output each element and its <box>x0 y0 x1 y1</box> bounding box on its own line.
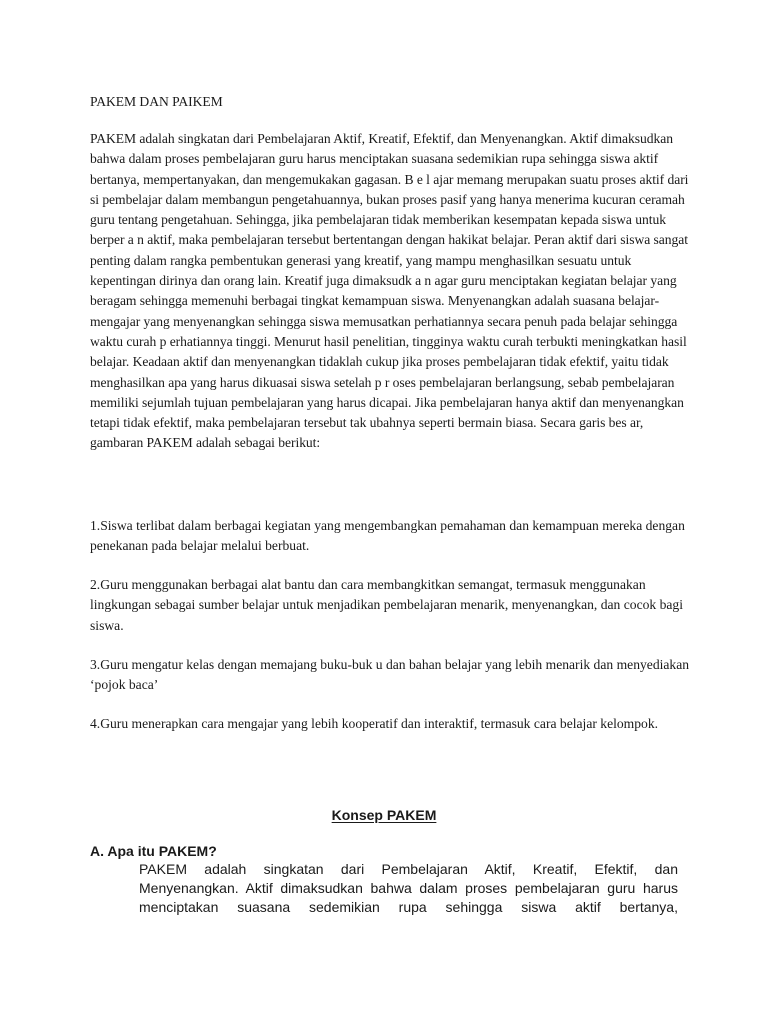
section-heading-text: Konsep PAKEM <box>331 807 437 823</box>
main-paragraph: PAKEM adalah singkatan dari Pembelajaran Aktif, Kreatif, Efektif, dan Menyenangkan. Aktif dimaksudkan bahwa dalam proses pembelajaran guru harus menciptakan suasana sedemikian rupa sehingga siswa aktif bertanya, mempertanyakan, dan mengemukakan gagasan. B e l ajar memang merupakan suatu proses aktif dari si pembelajar dalam membangun pengetahuannya, bukan proses pasif yang hanya menerima kucuran ceramah guru tentang pengetahuan. Sehingga, jika pembelajaran tidak memberikan kesempatan kepada siswa untuk berper a n aktif, maka pembelajaran tersebut bertentangan dengan hakikat belajar. Peran aktif dari siswa sangat penting dalam rangka pembentukan generasi yang kreatif, yang mampu menghasilkan sesuatu untuk kepentingan dirinya dan orang lain. Kreatif juga dimaksudk a n agar guru menciptakan kegiatan belajar yang beragam sehingga memenuhi berbagai tingkat kemampuan siswa. Menyenangkan adalah suasana belajar-mengajar yang menyenangkan sehingga siswa memusatkan perhatiannya secara penuh pada belajar sehingga waktu curah p erhatiannya tinggi. Menurut hasil penelitian, tingginya waktu curah terbukti meningkatkan hasil belajar. Keadaan aktif dan menyenangkan tidaklah cukup jika proses pembelajaran tidak efektif, yaitu tidak menghasilkan apa yang harus dikuasai siswa setelah p r oses pembelajaran berlangsung, sebab pembelajaran memiliki sejumlah tujuan pembelajaran yang harus dicapai. Jika pembelajaran hanya aktif dan menyenangkan tetapi tidak efektif, maka pembelajaran tersebut tak ubahnya seperti bermain biasa. Secara garis bes ar, gambaran PAKEM adalah sebagai berikut: <box>90 131 689 451</box>
sans-paragraph <box>90 860 678 917</box>
paragraph-line: menciptakan suasana sedemikian rupa sehingga siswa aktif bertanya, <box>139 899 678 915</box>
list-item: 2.Guru menggunakan berbagai alat bantu dan cara membangkitkan semangat, termasuk menggunakan lingkungan sebagai sumber belajar untuk menjadikan pembelajaran menarik, menyenangkan, dan cocok bagi siswa. <box>90 577 684 633</box>
document-title: PAKEM DAN PAIKEM <box>90 94 223 109</box>
list-item: 4.Guru menerapkan cara mengajar yang lebih kooperatif dan interaktif, termasuk cara belajar kelompok. <box>90 716 659 731</box>
section-heading <box>0 805 768 825</box>
list-item: 1.Siswa terlibat dalam berbagai kegiatan yang mengembangkan pemahaman dan kemampuan mereka dengan penekanan pada belajar melalui berbuat. <box>90 518 685 554</box>
subheading: A. Apa itu PAKEM? <box>90 843 217 859</box>
list-item: 3.Guru mengatur kelas dengan memajang buku-buk u dan bahan belajar yang lebih menarik dan menyediakan ‘pojok baca’ <box>90 657 690 693</box>
paragraph-line: PAKEM adalah singkatan dari Pembelajaran Aktif, Kreatif, Efektif, dan <box>139 861 678 877</box>
paragraph-line: Menyenangkan. Aktif dimaksudkan bahwa dalam proses pembelajaran guru harus <box>139 880 678 896</box>
